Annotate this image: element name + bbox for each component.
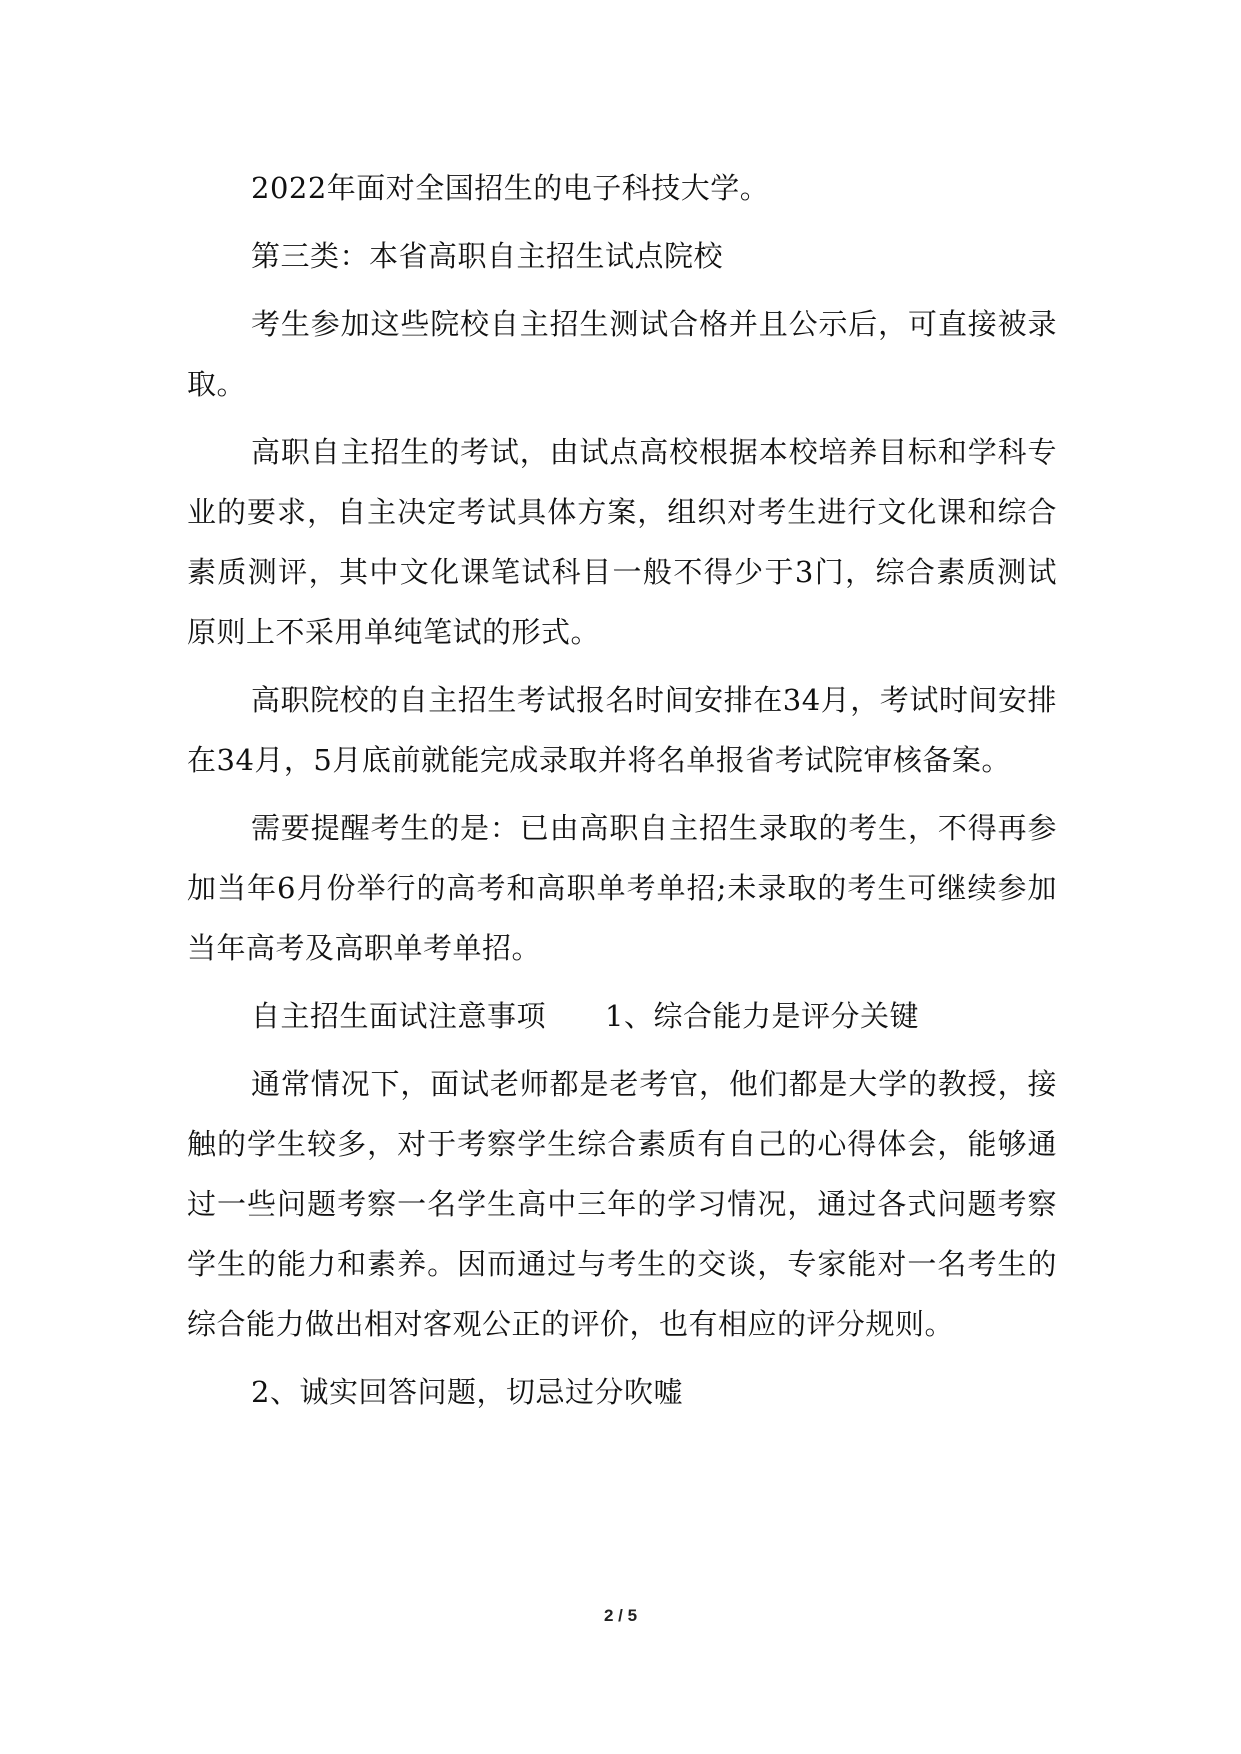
paragraph-admission-after-test: 考生参加这些院校自主招生测试合格并且公示后，可直接被录取。 (187, 307, 1057, 401)
paragraph-reminder: 需要提醒考生的是：已由高职自主招生录取的考生，不得再参加当年6月份举行的高考和高职单考单招;未录取的考生可继续参加当年高考及高职单考单招。 (187, 811, 1057, 965)
paragraph-interview-notes-heading: 自主招生面试注意事项 1、综合能力是评分关键 (251, 999, 919, 1033)
page-number: 2 / 5 (603, 1606, 638, 1625)
paragraph-interview-examiners: 通常情况下，面试老师都是老考官，他们都是大学的教授，接触的学生较多，对于考察学生综合素质有自己的心得体会，能够通过一些问题考察一名学生高中三年的学习情况，通过各式问题考察学生的能力和素养。因而通过与考生的交谈，专家能对一名考生的综合能力做出相对客观公正的评价，也有相应的评分规则。 (187, 1067, 1057, 1341)
document-body (187, 158, 1057, 1430)
paragraph-exam-schedule: 高职院校的自主招生考试报名时间安排在34月，考试时间安排在34月，5月底前就能完成录取并将名单报省考试院审核备案。 (187, 683, 1057, 777)
paragraph-university-line: 2022年面对全国招生的电子科技大学。 (251, 171, 770, 205)
paragraph-exam-format: 高职自主招生的考试，由试点高校根据本校培养目标和学科专业的要求，自主决定考试具体方案，组织对考生进行文化课和综合素质测评，其中文化课笔试科目一般不得少于3门，综合素质测试原则上不采用单纯笔试的形式。 (187, 435, 1057, 649)
paragraph-category-three-heading: 第三类：本省高职自主招生试点院校 (251, 239, 724, 273)
paragraph-honest-answers-heading: 2、诚实回答问题，切忌过分吹嘘 (251, 1375, 683, 1409)
